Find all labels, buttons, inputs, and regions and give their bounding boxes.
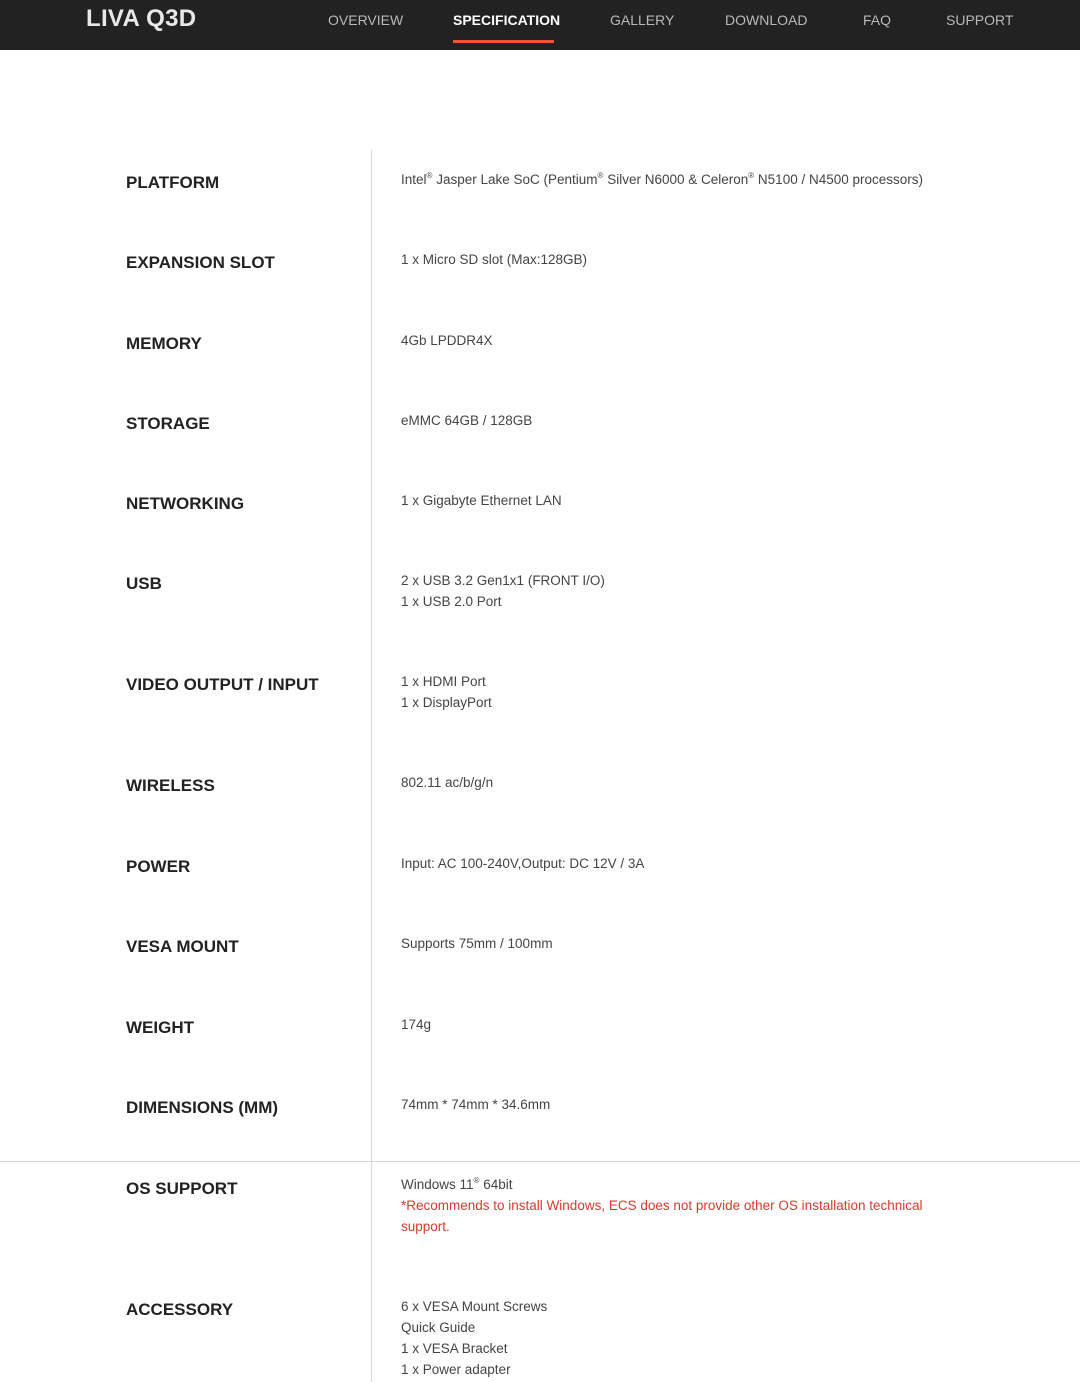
spec-label-power: POWER [126,857,191,876]
spec-value-weight [401,1014,961,1035]
spec-value-line: 1 x USB 2.0 Port [401,594,502,609]
spec-label-platform: PLATFORM [126,173,220,192]
spec-value-line: Windows 11® 64bit [401,1176,513,1192]
spec-value-networking [401,490,961,511]
spec-value-expansion-slot [401,249,961,270]
top-navigation-bar [0,0,1080,50]
spec-label-dimensions: DIMENSIONS (MM) [126,1098,279,1117]
spec-value-line: 4Gb LPDDR4X [401,333,493,348]
spec-value-storage [401,410,961,431]
active-tab-underline [453,40,554,43]
nav-item-specification[interactable]: SPECIFICATION [453,12,561,28]
spec-value-line: 1 x DisplayPort [401,695,492,710]
spec-value-line: 1 x HDMI Port [401,674,486,689]
spec-value-line: eMMC 64GB / 128GB [401,413,533,428]
spec-value-vesa-mount [401,933,961,954]
spec-label-weight: WEIGHT [126,1018,194,1037]
spec-label-video-output-input: VIDEO OUTPUT / INPUT [126,675,319,694]
nav-item-overview[interactable]: OVERVIEW [328,12,404,28]
brand-logo-text[interactable]: LIVA Q3D [86,5,197,32]
spec-value-usb [401,570,961,612]
spec-label-memory: MEMORY [126,334,202,353]
spec-label-storage: STORAGE [126,414,210,433]
spec-value-line: Intel® Jasper Lake SoC (Pentium® Silver N6000 & Celeron® N5100 / N4500 processors) [401,171,924,187]
spec-label-wireless: WIRELESS [126,776,215,795]
spec-label-usb: USB [126,574,162,593]
nav-item-gallery[interactable]: GALLERY [610,12,675,28]
spec-value-power [401,853,961,874]
column-divider [371,150,372,1382]
spec-value-wireless [401,772,961,793]
spec-value-platform [401,169,961,190]
spec-value-line: 6 x VESA Mount Screws [401,1299,548,1314]
spec-value-line: 2 x USB 3.2 Gen1x1 (FRONT I/O) [401,573,605,588]
spec-value-dimensions [401,1094,961,1115]
spec-label-networking: NETWORKING [126,494,245,513]
spec-label-expansion-slot: EXPANSION SLOT [126,253,275,272]
spec-value-line: 1 x Gigabyte Ethernet LAN [401,493,562,508]
nav-item-download[interactable]: DOWNLOAD [725,12,808,28]
spec-label-accessory: ACCESSORY [126,1300,234,1319]
spec-label-vesa-mount: VESA MOUNT [126,937,239,956]
spec-value-video-output-input [401,671,961,713]
spec-value-memory [401,330,961,351]
spec-value-accessory [401,1296,961,1380]
spec-value-line: 1 x VESA Bracket [401,1341,508,1356]
spec-value-line: 74mm * 74mm * 34.6mm [401,1097,551,1112]
section-divider [0,1161,1080,1162]
nav-item-support[interactable]: SUPPORT [946,12,1014,28]
spec-value-os-support [401,1174,946,1237]
spec-value-line: 174g [401,1017,432,1032]
spec-value-line: 1 x Power adapter [401,1362,511,1377]
nav-item-faq[interactable]: FAQ [863,12,892,28]
spec-value-line: Supports 75mm / 100mm [401,936,553,951]
spec-value-line: Quick Guide [401,1320,476,1335]
spec-value-line: Input: AC 100-240V,Output: DC 12V / 3A [401,856,645,871]
spec-value-line: 802.11 ac/b/g/n [401,775,494,790]
spec-value-line: 1 x Micro SD slot (Max:128GB) [401,252,588,267]
os-support-note: *Recommends to install Windows, ECS does not provide other OS installation technical support. [401,1198,923,1234]
spec-label-os-support: OS SUPPORT [126,1179,238,1198]
